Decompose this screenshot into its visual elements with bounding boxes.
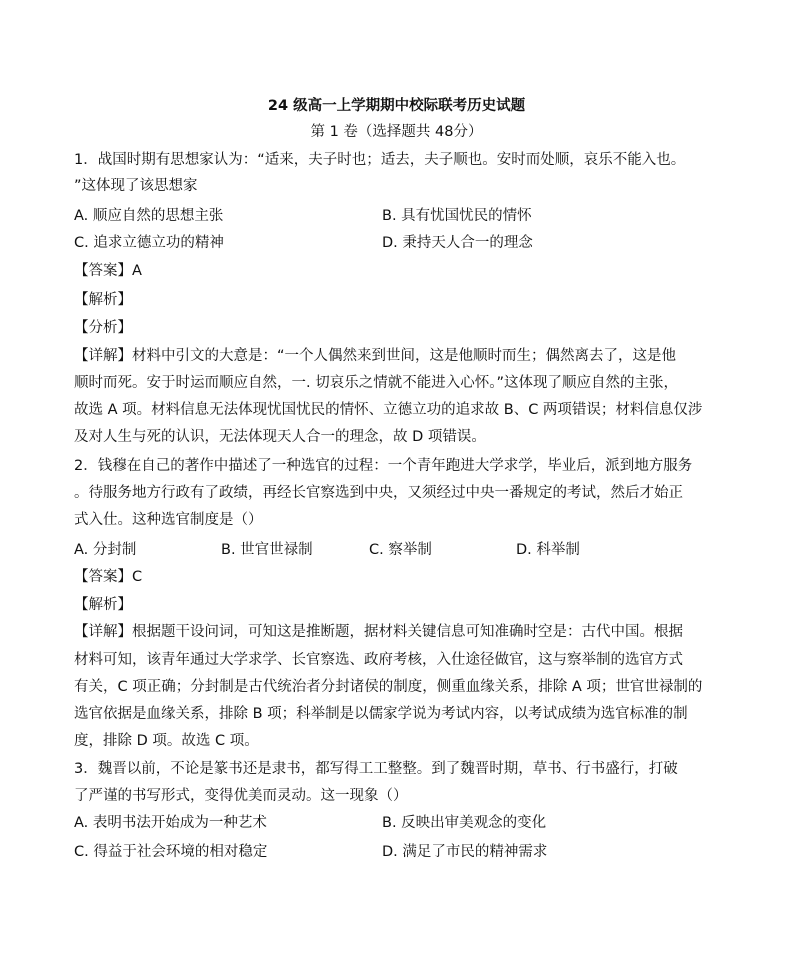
q3-option-b: B. 反映出审美观念的变化	[382, 815, 547, 831]
q2-stem-line-1: 2．钱穆在自己的著作中描述了一种选官的过程：一个青年跑进大学求学，毕业后，派到地方服务	[74, 458, 693, 474]
q1-detail-line-2: 顺时而死。安于时运而顺应自然，一. 切哀乐之情就不能进入心怀。”这体现了顺应自然的主张，	[74, 375, 678, 391]
q2-detail-line-4: 选官依据是血缘关系，排除 B 项；科举制是以儒家学说为考试内容，以考试成绩为选官标准的制	[74, 706, 688, 722]
q2-option-d: D. 科举制	[516, 542, 580, 558]
q3-stem-line-2: 了严谨的书写形式，变得优美而灵动。这一现象（）	[74, 788, 408, 804]
q1-analysis-heading: 【解析】	[74, 292, 132, 308]
q3-stem-line-1: 3．魏晋以前，不论是篆书还是隶书，都写得工工整整。到了魏晋时期，草书、行书盛行，打破	[74, 761, 678, 777]
section-heading: 第 1 卷（选择题共 48分）	[310, 124, 483, 140]
q3-option-d: D. 满足了市民的精神需求	[382, 844, 548, 860]
q1-stem-line-2: ”这体现了该思想家	[74, 178, 198, 194]
q2-detail-line-1: 【详解】根据题干设问词，可知这是推断题，据材料关键信息可知准确时空是：古代中国。根据	[74, 624, 683, 640]
q2-option-c: C. 察举制	[369, 542, 432, 558]
q1-option-b: B. 具有忧国忧民的情怀	[382, 208, 532, 224]
q2-option-b: B. 世官世禄制	[221, 542, 313, 558]
q1-detail-line-1: 【详解】材料中引文的大意是：“一个人偶然来到世间，这是他顺时而生；偶然离去了，这是他	[74, 348, 677, 364]
q2-stem-line-3: 式入仕。这种选官制度是（）	[74, 512, 263, 528]
q1-detail-line-4: 及对人生与死的认识，无法体现天人合一的理念，故 D 项错误。	[74, 429, 486, 445]
q1-option-d: D. 秉持天人合一的理念	[382, 235, 533, 251]
q1-stem-line-1: 1．战国时期有思想家认为：“适来，夫子时也；适去，夫子顺也。安时而处顺，哀乐不能入也。	[74, 152, 686, 168]
q3-option-a: A. 表明书法开始成为一种艺术	[74, 815, 267, 831]
exam-title: 24 级高一上学期期中校际联考历史试题	[267, 98, 526, 114]
q1-fenxi-heading: 【分析】	[74, 320, 132, 336]
q2-detail-line-2: 材料可知，该青年通过大学求学、长官察选、政府考核，入仕途径做官，这与察举制的选官方式	[74, 652, 683, 668]
q2-analysis-heading: 【解析】	[74, 597, 132, 613]
q2-detail-line-5: 度，排除 D 项。故选 C 项。	[74, 733, 259, 749]
q2-option-a: A. 分封制	[74, 542, 137, 558]
q1-answer: 【答案】A	[74, 263, 142, 279]
q3-option-c: C. 得益于社会环境的相对稳定	[74, 844, 268, 860]
q2-stem-line-2: 。待服务地方行政有了政绩，再经长官察选到中央，又须经过中央一番规定的考试，然后才始正	[74, 485, 683, 501]
q2-answer: 【答案】C	[74, 569, 143, 585]
q2-detail-line-3: 有关，C 项正确；分封制是古代统治者分封诸侯的制度，侧重血缘关系，排除 A 项；世官世禄制的	[74, 679, 703, 695]
q1-option-c: C. 追求立德立功的精神	[74, 235, 224, 251]
q1-detail-line-3: 故选 A 项。材料信息无法体现忧国忧民的情怀、立德立功的追求故 B、C 两项错误；材料信息仅涉	[74, 402, 703, 418]
q1-option-a: A. 顺应自然的思想主张	[74, 208, 224, 224]
